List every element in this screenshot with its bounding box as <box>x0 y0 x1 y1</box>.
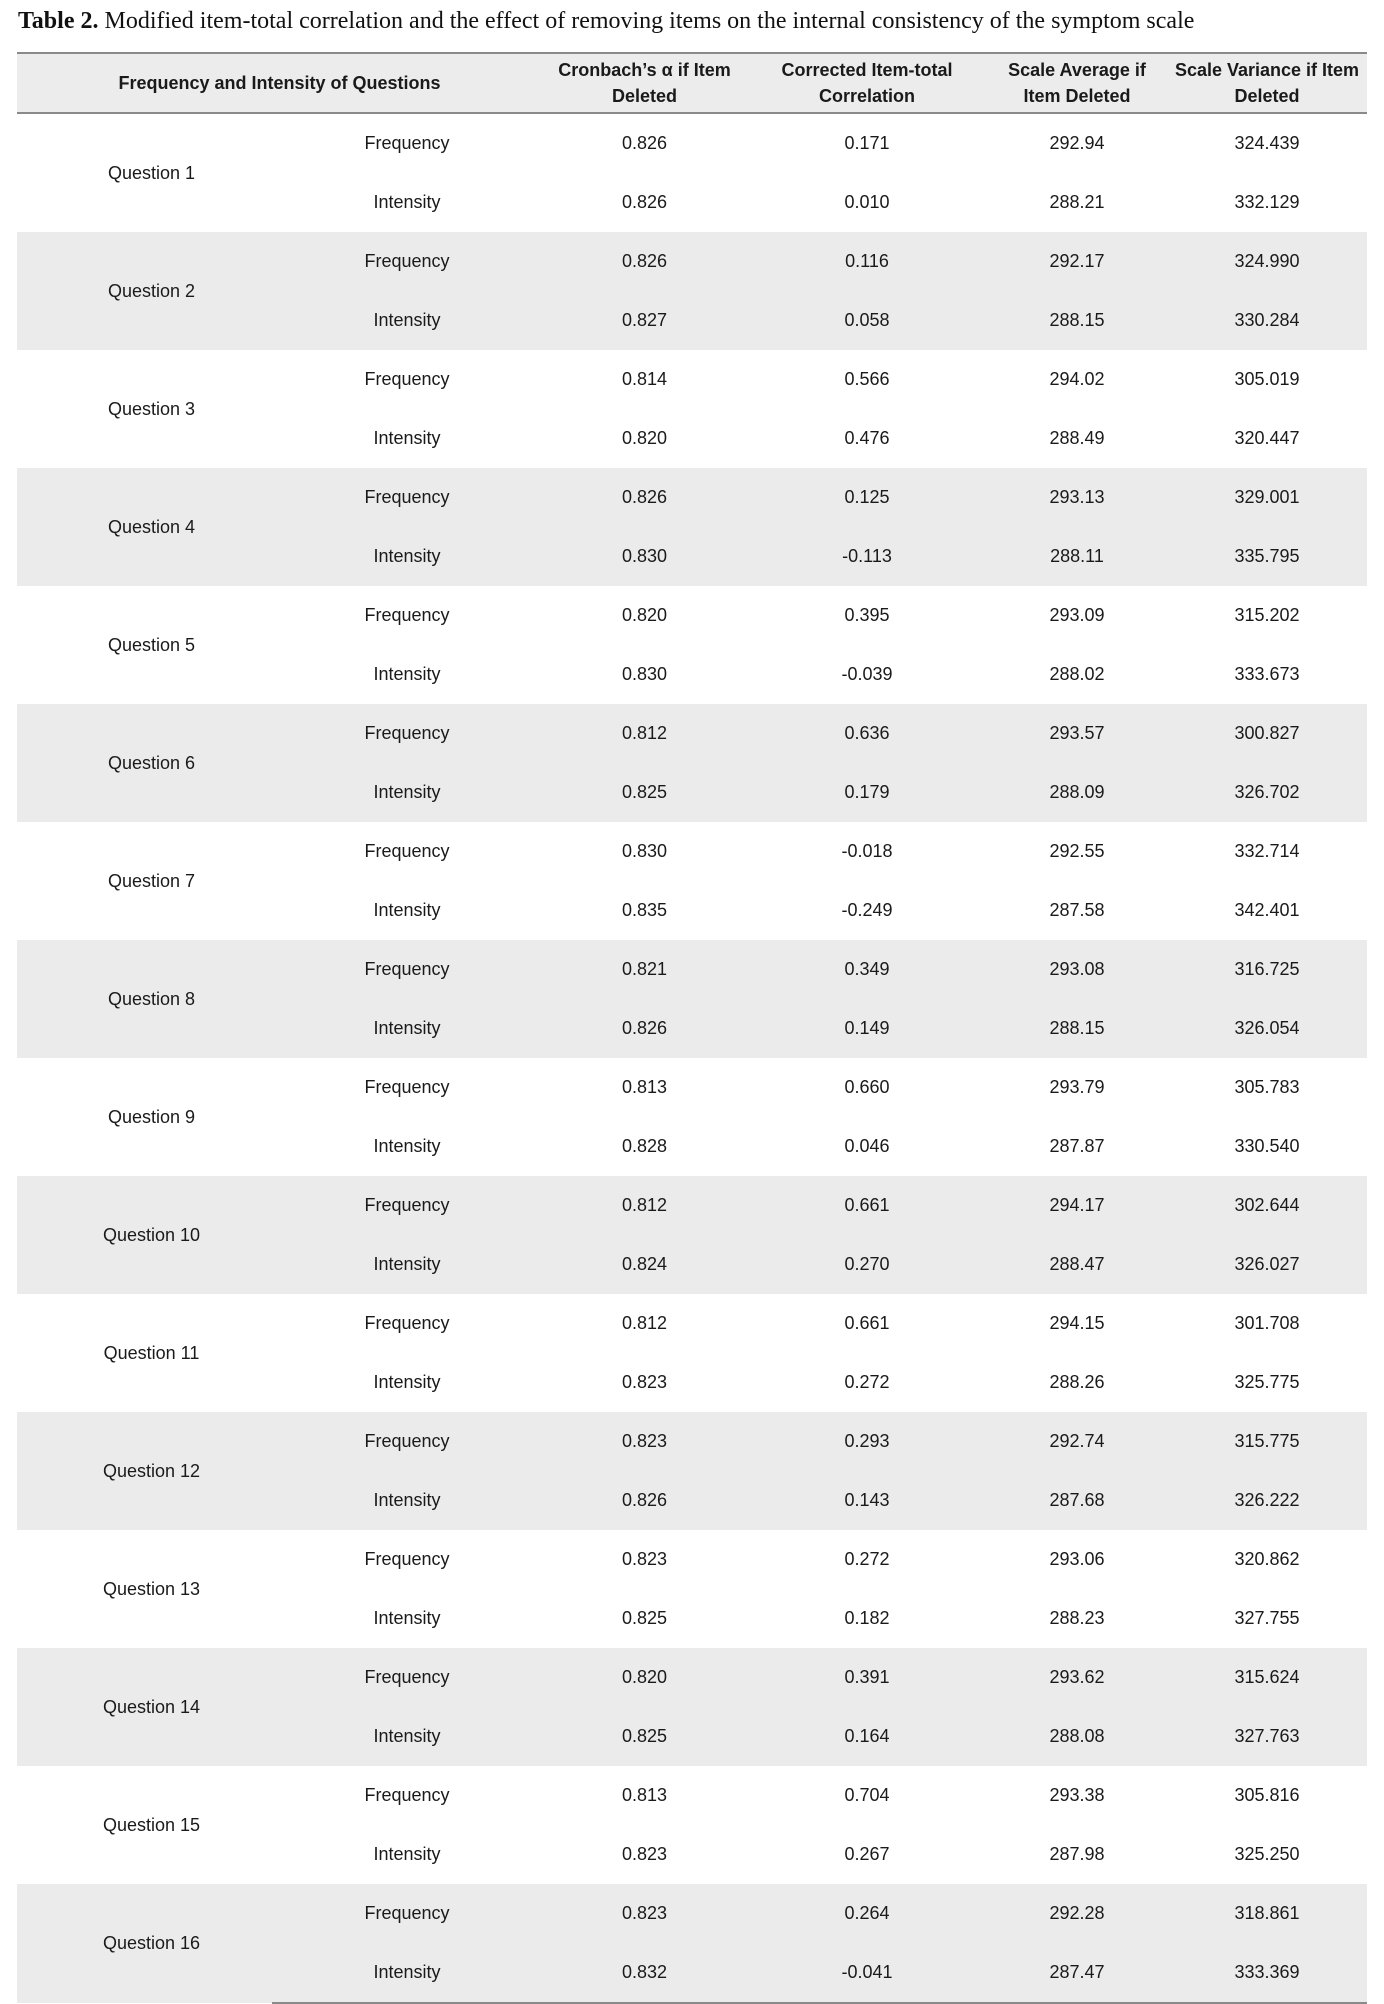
alpha-cell: 0.826 <box>542 232 747 291</box>
measure-type: Frequency <box>364 841 450 861</box>
avg-cell: 293.13 <box>987 468 1167 527</box>
alpha-cell: 0.820 <box>542 1648 747 1707</box>
corr-cell: 0.179 <box>747 763 987 822</box>
alpha-cell: 0.812 <box>542 1176 747 1235</box>
alpha-cell: 0.832 <box>542 1943 747 2003</box>
corr-cell: 0.272 <box>844 1549 890 1569</box>
variance-cell: 305.019 <box>1234 369 1300 389</box>
avg-cell: 293.38 <box>1049 1785 1105 1805</box>
measure-type: Intensity <box>272 1471 542 1530</box>
alpha-cell: 0.826 <box>542 999 747 1058</box>
corr-cell: 0.660 <box>844 1077 890 1097</box>
measure-type: Intensity <box>272 527 542 586</box>
avg-cell: 288.21 <box>1049 192 1105 212</box>
variance-cell: 325.250 <box>1234 1844 1300 1864</box>
measure-type: Frequency <box>272 1648 542 1707</box>
question-label: Question 10 <box>17 1176 272 1294</box>
variance-cell: 300.827 <box>1167 704 1367 763</box>
table-row <box>17 1412 1367 1471</box>
measure-type: Frequency <box>364 1549 450 1569</box>
measure-type: Frequency <box>364 1313 450 1333</box>
avg-cell: 288.11 <box>987 527 1167 586</box>
corr-cell: 0.395 <box>844 605 890 625</box>
variance-cell: 305.816 <box>1234 1785 1300 1805</box>
measure-type: Intensity <box>373 428 441 448</box>
avg-cell: 288.02 <box>1049 664 1105 684</box>
corr-cell: 0.046 <box>844 1136 890 1156</box>
variance-cell: 315.624 <box>1167 1648 1367 1707</box>
variance-cell: 302.644 <box>1167 1176 1367 1235</box>
corr-cell: 0.149 <box>747 999 987 1058</box>
variance-cell: 324.439 <box>1234 133 1300 153</box>
measure-type: Intensity <box>373 1136 441 1156</box>
measure-type: Intensity <box>373 1372 441 1392</box>
table-row <box>17 940 1367 999</box>
table-row <box>17 586 1367 645</box>
alpha-cell: 0.814 <box>621 369 668 389</box>
corr-cell: -0.249 <box>841 900 893 920</box>
variance-cell: 326.222 <box>1167 1471 1367 1530</box>
measure-type: Frequency <box>364 1785 450 1805</box>
alpha-cell: 0.825 <box>542 1707 747 1766</box>
alpha-cell: 0.828 <box>621 1136 668 1156</box>
header-question: Frequency and Intensity of Questions <box>17 53 542 113</box>
corr-cell: 0.058 <box>747 291 987 350</box>
avg-cell: 292.28 <box>987 1884 1167 1943</box>
alpha-cell: 0.826 <box>621 192 668 212</box>
measure-type: Intensity <box>272 763 542 822</box>
avg-cell: 288.15 <box>987 999 1167 1058</box>
measure-type: Frequency <box>272 704 542 763</box>
alpha-cell: 0.830 <box>621 664 668 684</box>
avg-cell: 292.94 <box>1049 133 1105 153</box>
measure-type: Frequency <box>364 605 450 625</box>
alpha-cell: 0.826 <box>542 1471 747 1530</box>
corr-cell: 0.143 <box>747 1471 987 1530</box>
corr-cell: 0.272 <box>844 1372 890 1392</box>
measure-type: Intensity <box>272 1707 542 1766</box>
variance-cell: 325.775 <box>1234 1372 1300 1392</box>
measure-type: Intensity <box>272 1943 542 2003</box>
corr-cell: 0.010 <box>844 192 890 212</box>
question-label: Question 5 <box>107 634 196 655</box>
corr-cell: 0.349 <box>747 940 987 999</box>
header-alpha: Cronbach’s α if Item Deleted <box>542 53 747 113</box>
variance-cell: 320.447 <box>1234 428 1300 448</box>
avg-cell: 293.06 <box>1049 1549 1105 1569</box>
corr-cell: 0.566 <box>844 369 890 389</box>
corr-cell: -0.039 <box>841 664 893 684</box>
avg-cell: 293.57 <box>987 704 1167 763</box>
table-row <box>17 1766 1367 1825</box>
question-label: Question 2 <box>17 232 272 350</box>
measure-type: Intensity <box>272 291 542 350</box>
question-label: Question 14 <box>17 1648 272 1766</box>
avg-cell: 287.47 <box>987 1943 1167 2003</box>
corr-cell: 0.661 <box>747 1176 987 1235</box>
corr-cell: -0.113 <box>747 527 987 586</box>
corr-cell: 0.264 <box>747 1884 987 1943</box>
alpha-cell: 0.812 <box>542 704 747 763</box>
variance-cell: 326.027 <box>1167 1235 1367 1294</box>
table-row <box>17 1058 1367 1117</box>
measure-type: Frequency <box>364 369 450 389</box>
measure-type: Intensity <box>272 1235 542 1294</box>
avg-cell: 294.17 <box>987 1176 1167 1235</box>
variance-cell: 327.755 <box>1234 1608 1300 1628</box>
alpha-cell: 0.823 <box>542 1412 747 1471</box>
measure-type: Frequency <box>272 940 542 999</box>
table-row <box>17 232 1367 291</box>
table-body <box>17 113 1367 2003</box>
variance-cell: 332.129 <box>1234 192 1300 212</box>
corr-cell: 0.704 <box>844 1785 890 1805</box>
variance-cell: 335.795 <box>1167 527 1367 586</box>
avg-cell: 287.68 <box>987 1471 1167 1530</box>
variance-cell: 333.369 <box>1167 1943 1367 2003</box>
measure-type: Frequency <box>272 232 542 291</box>
corr-cell: 0.391 <box>747 1648 987 1707</box>
question-label: Question 9 <box>107 1106 196 1127</box>
alpha-cell: 0.826 <box>542 468 747 527</box>
measure-type: Intensity <box>373 664 441 684</box>
header-row <box>17 53 1367 113</box>
measure-type: Frequency <box>364 133 450 153</box>
measure-type: Intensity <box>373 1844 441 1864</box>
alpha-cell: 0.835 <box>621 900 668 920</box>
question-label: Question 8 <box>17 940 272 1058</box>
avg-cell: 292.74 <box>987 1412 1167 1471</box>
question-label: Question 6 <box>17 704 272 822</box>
measure-type: Intensity <box>373 1608 441 1628</box>
measure-type: Intensity <box>373 192 441 212</box>
variance-cell: 326.054 <box>1167 999 1367 1058</box>
alpha-cell: 0.826 <box>621 133 668 153</box>
corr-cell: 0.476 <box>844 428 890 448</box>
corr-cell: -0.041 <box>747 1943 987 2003</box>
corr-cell: 0.116 <box>747 232 987 291</box>
alpha-cell: 0.821 <box>542 940 747 999</box>
table-caption-text: Modified item-total correlation and the effect of removing items on the internal consistency of the symptom scale <box>104 8 1195 34</box>
table-header <box>17 53 1367 113</box>
table-row <box>17 1884 1367 1943</box>
alpha-cell: 0.830 <box>542 527 747 586</box>
table-row <box>17 113 1367 173</box>
header-variance: Scale Variance if Item Deleted <box>1167 53 1367 113</box>
avg-cell: 287.87 <box>1049 1136 1105 1156</box>
question-label: Question 16 <box>17 1884 272 2003</box>
corr-cell: 0.636 <box>747 704 987 763</box>
avg-cell: 288.23 <box>1049 1608 1105 1628</box>
alpha-cell: 0.812 <box>621 1313 668 1333</box>
alpha-cell: 0.823 <box>621 1549 668 1569</box>
measure-type: Frequency <box>364 1077 450 1097</box>
corr-cell: 0.267 <box>844 1844 890 1864</box>
corr-cell: 0.171 <box>844 133 890 153</box>
variance-cell: 330.540 <box>1234 1136 1300 1156</box>
table-caption-label: Table 2. <box>18 8 99 34</box>
corr-cell: 0.164 <box>747 1707 987 1766</box>
corr-cell: 0.270 <box>747 1235 987 1294</box>
table-row <box>17 822 1367 881</box>
avg-cell: 292.55 <box>1049 841 1105 861</box>
avg-cell: 294.02 <box>1049 369 1105 389</box>
question-label: Question 13 <box>102 1578 201 1599</box>
question-label: Question 4 <box>17 468 272 586</box>
alpha-cell: 0.825 <box>542 763 747 822</box>
corr-cell: 0.182 <box>844 1608 890 1628</box>
header-corr: Corrected Item-total Correlation <box>747 53 987 113</box>
table-row <box>17 1176 1367 1235</box>
avg-cell: 287.58 <box>1049 900 1105 920</box>
measure-type: Frequency <box>272 468 542 527</box>
measure-type: Intensity <box>373 900 441 920</box>
table-row <box>17 468 1367 527</box>
table-row <box>17 704 1367 763</box>
question-label: Question 3 <box>107 398 196 419</box>
variance-cell: 327.763 <box>1167 1707 1367 1766</box>
avg-cell: 293.62 <box>987 1648 1167 1707</box>
question-label: Question 1 <box>107 162 196 183</box>
variance-cell: 315.775 <box>1167 1412 1367 1471</box>
table-caption <box>18 8 1194 35</box>
avg-cell: 288.15 <box>987 291 1167 350</box>
measure-type: Frequency <box>272 1884 542 1943</box>
alpha-cell: 0.820 <box>621 605 668 625</box>
alpha-cell: 0.825 <box>621 1608 668 1628</box>
alpha-cell: 0.813 <box>621 1077 668 1097</box>
variance-cell: 305.783 <box>1234 1077 1300 1097</box>
variance-cell: 316.725 <box>1167 940 1367 999</box>
variance-cell: 342.401 <box>1234 900 1300 920</box>
measure-type: Intensity <box>272 999 542 1058</box>
variance-cell: 324.990 <box>1167 232 1367 291</box>
variance-cell: 332.714 <box>1234 841 1300 861</box>
alpha-cell: 0.827 <box>542 291 747 350</box>
avg-cell: 288.47 <box>987 1235 1167 1294</box>
avg-cell: 294.15 <box>1049 1313 1105 1333</box>
variance-cell: 318.861 <box>1167 1884 1367 1943</box>
variance-cell: 301.708 <box>1234 1313 1300 1333</box>
header-avg: Scale Average if Item Deleted <box>987 53 1167 113</box>
table-row <box>17 1648 1367 1707</box>
corr-cell: -0.018 <box>841 841 893 861</box>
question-label: Question 11 <box>103 1342 200 1363</box>
measure-type: Frequency <box>272 1412 542 1471</box>
table-row <box>17 350 1367 409</box>
question-label: Question 7 <box>107 870 196 891</box>
avg-cell: 287.98 <box>1049 1844 1105 1864</box>
variance-cell: 333.673 <box>1234 664 1300 684</box>
alpha-cell: 0.823 <box>621 1372 668 1392</box>
alpha-cell: 0.813 <box>621 1785 668 1805</box>
avg-cell: 293.09 <box>1049 605 1105 625</box>
alpha-cell: 0.820 <box>621 428 668 448</box>
avg-cell: 288.26 <box>1049 1372 1105 1392</box>
avg-cell: 292.17 <box>987 232 1167 291</box>
avg-cell: 288.49 <box>1049 428 1105 448</box>
variance-cell: 330.284 <box>1167 291 1367 350</box>
alpha-cell: 0.823 <box>542 1884 747 1943</box>
alpha-cell: 0.823 <box>621 1844 668 1864</box>
alpha-cell: 0.830 <box>621 841 668 861</box>
variance-cell: 315.202 <box>1234 605 1300 625</box>
measure-type: Frequency <box>272 1176 542 1235</box>
question-label: Question 15 <box>102 1814 201 1835</box>
table-row <box>17 1294 1367 1353</box>
variance-cell: 329.001 <box>1167 468 1367 527</box>
avg-cell: 288.09 <box>987 763 1167 822</box>
corr-cell: 0.125 <box>747 468 987 527</box>
variance-cell: 320.862 <box>1234 1549 1300 1569</box>
avg-cell: 293.08 <box>987 940 1167 999</box>
results-table <box>17 52 1367 2004</box>
alpha-cell: 0.824 <box>542 1235 747 1294</box>
variance-cell: 326.702 <box>1167 763 1367 822</box>
question-label: Question 12 <box>17 1412 272 1530</box>
avg-cell: 293.79 <box>1049 1077 1105 1097</box>
avg-cell: 288.08 <box>987 1707 1167 1766</box>
table-row <box>17 1530 1367 1589</box>
corr-cell: 0.661 <box>844 1313 890 1333</box>
corr-cell: 0.293 <box>747 1412 987 1471</box>
